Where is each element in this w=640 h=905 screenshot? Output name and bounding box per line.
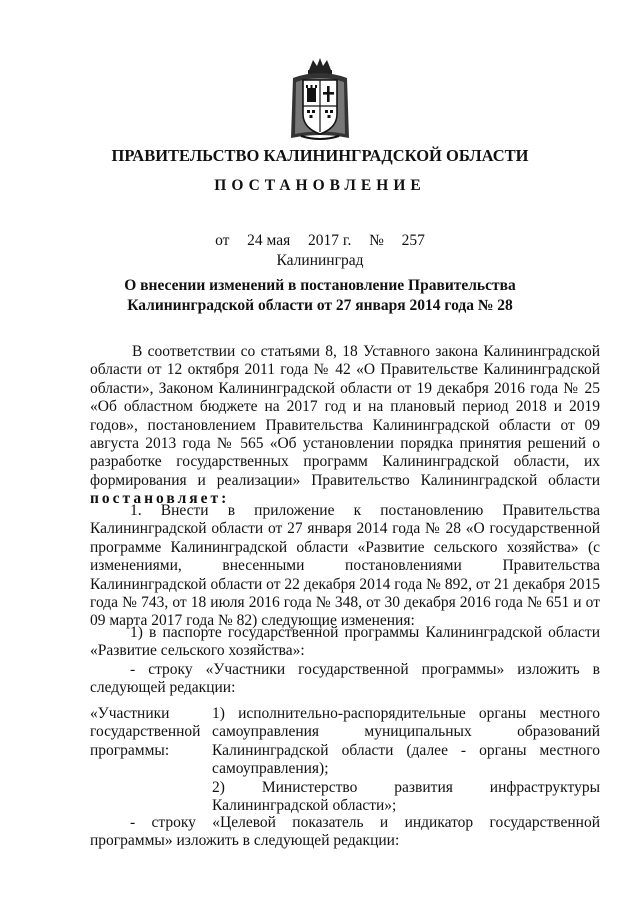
- subject-line-2: Калининградской области от 27 января 2014 года № 28: [127, 297, 513, 314]
- decree-number: 257: [401, 232, 425, 249]
- coat-of-arms-icon: [287, 56, 353, 142]
- document-type-title: ПОСТАНОВЛЕНИЕ: [214, 177, 426, 194]
- subitem-3-paragraph: - строку «Целевой показатель и индикатор государственной программы» изложить в следующей редакции:: [90, 814, 600, 850]
- preamble-paragraph: [90, 343, 600, 509]
- item-1-paragraph: 1. Внести в приложение к постановлению Правительства Калининградской области от 27 января 2014 года № 28 «О государственной программе Калининградской области «Развитие сельского хозяйства» (с изменениями, внесенными постановлениями Правительства Калининградской области от 22 декабря 2014 года № 892, от 21 декабря 2015 года № 743, от 18 июля 2016 года № 348, от 30 декабря 2016 года № 651 и от 09 марта 2017 года № 82) следующие изменения:: [90, 502, 600, 630]
- decree-date-number: [0, 232, 640, 250]
- participants-label: «Участники государственной программы:: [90, 705, 201, 759]
- decree-year: 2017 г.: [308, 232, 352, 249]
- participants-list: [212, 705, 600, 815]
- subject-line-1: О внесении изменений в постановление Правительства: [124, 277, 516, 294]
- participant-item-2: 2) Министерство развития инфраструктуры Калининградской области»;: [212, 778, 600, 815]
- city-name: Калининград: [276, 252, 364, 269]
- government-title: ПРАВИТЕЛЬСТВО КАЛИНИНГРАДСКОЙ ОБЛАСТИ: [111, 146, 529, 165]
- decree-subject: [0, 276, 640, 316]
- preamble-text: В соответствии со статьями 8, 18 Уставного закона Калининградской области от 12 октября 2011 года № 42 «О Правительстве Калининградской области», Законом Калининградской области от 19 декабря 2016 года № 25 «Об областном бюджете на 2017 год и на плановый период 2018 и 2019 годов», постановлением Правительства Калининградской области от 09 августа 2013 года № 565 «Об установлении порядка принятия решений о разработке государственных программ Калининградской области, их формирования и реализации» Правительство Калининградской области: [90, 343, 600, 489]
- subitem-1-paragraph: 1) в паспорте государственной программы Калининградской области «Развитие сельского хозяйства»:: [90, 624, 600, 660]
- decree-verb: постановляет:: [90, 490, 230, 508]
- number-sign: №: [369, 232, 384, 249]
- participant-item-1: 1) исполнительно-распорядительные органы местного самоуправления муниципальных образований Калининградской области (далее - органы местного самоуправления);: [212, 705, 600, 778]
- coat-of-arms-emblem: [287, 56, 353, 142]
- decree-date: 24 мая: [247, 232, 291, 249]
- date-prefix: от: [215, 232, 230, 249]
- subitem-2-paragraph: - строку «Участники государственной программы» изложить в следующей редакции:: [90, 661, 600, 697]
